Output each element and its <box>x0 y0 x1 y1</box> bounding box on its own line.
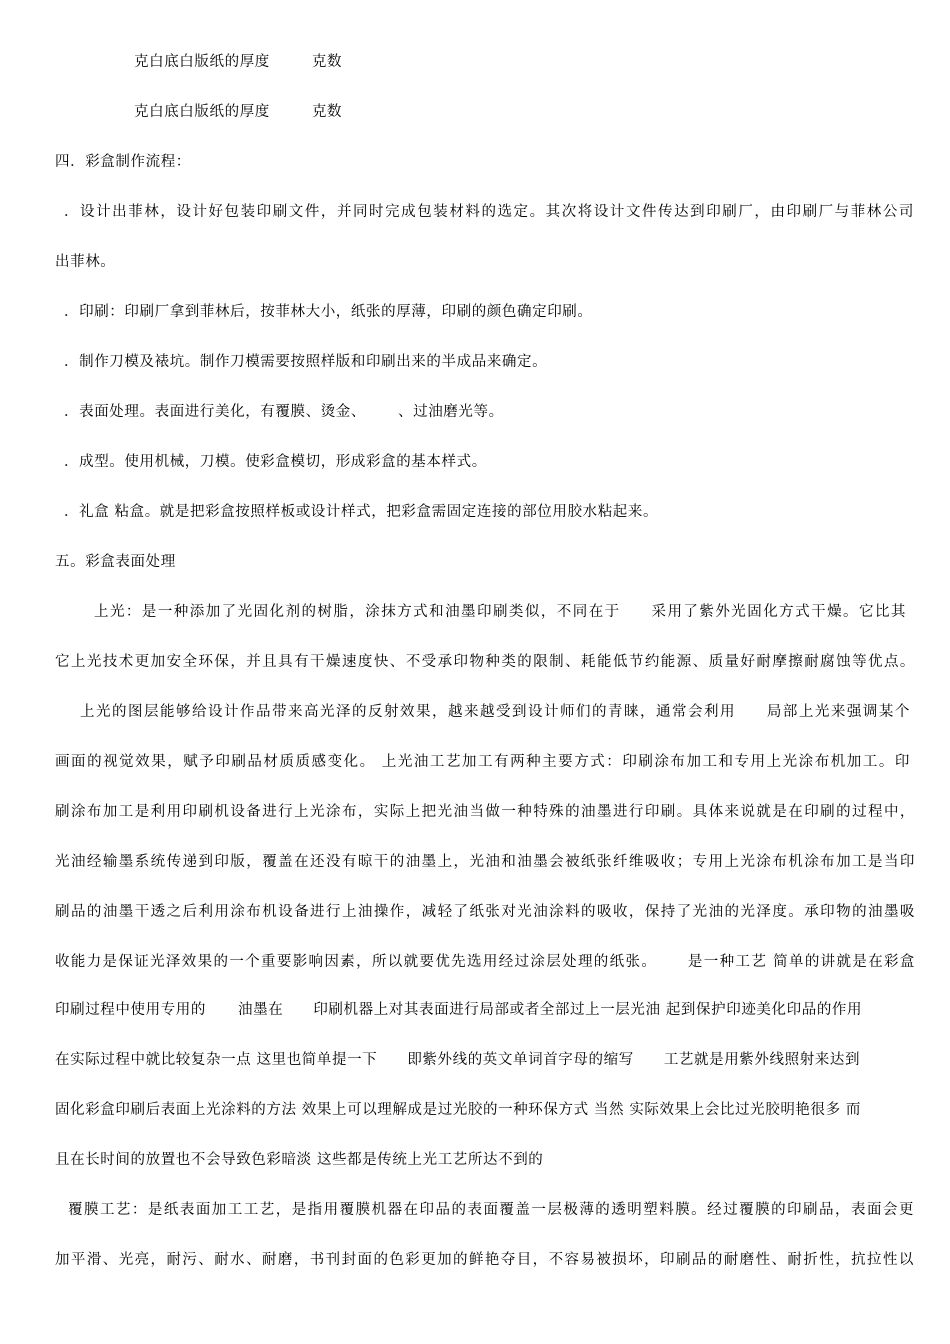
text-line <box>80 702 910 722</box>
section-heading: 四．彩盒制作流程： <box>55 154 191 170</box>
text-line: ．印刷：印刷厂拿到菲林后，按菲林大小，纸张的厚薄，印刷的颜色确定印刷。 <box>64 304 593 320</box>
text-line <box>55 1000 862 1020</box>
text-segment: ．表面处理。表面进行美化，有覆膜、烫金、 <box>64 404 366 420</box>
text-segment: 是一种工艺 简单的讲就是在彩盒 <box>687 954 916 970</box>
text-line <box>134 102 342 122</box>
text-line <box>64 402 504 422</box>
text-line: ．设计出菲林，设计好包装印刷文件，并同时完成包装材料的选定。其次将设计文件传达到印刷厂，由印刷厂与菲林公司 <box>64 204 914 220</box>
text-segment: 克白底白版纸的厚度 <box>134 54 270 70</box>
text-line: ．制作刀模及裱坑。制作刀模需要按照样版和印刷出来的半成品来确定。 <box>64 354 548 370</box>
text-segment: 克数 <box>311 54 343 70</box>
text-line <box>55 1050 860 1070</box>
text-line: 加平滑、光亮，耐污、耐水、耐磨，书刊封面的色彩更加的鲜艳夺目，不容易被损坏，印刷品的耐磨性、耐折性，抗拉性以 <box>55 1252 914 1268</box>
section-heading: 五。彩盒表面处理 <box>55 554 176 570</box>
text-line: 且在长时间的放置也不会导致色彩暗淡 这些都是传统上光工艺所达不到的 <box>55 1152 544 1168</box>
text-line <box>55 952 915 972</box>
text-line: 刷涂布加工是利用印刷机设备进行上光涂布，实际上把光油当做一种特殊的油墨进行印刷。具体来说就是在印刷的过程中， <box>55 804 915 820</box>
text-segment: 印刷过程中使用专用的 <box>55 1002 206 1018</box>
text-line: ．礼盒 粘盒。就是把彩盒按照样板或设计样式，把彩盒需固定连接的部位用胶水粘起来。 <box>64 504 659 520</box>
text-line: 画面的视觉效果，赋予印刷品材质质感变化。 上光油工艺加工有两种主要方式：印刷涂布加工和专用上光涂布机加工。印 <box>55 754 910 770</box>
text-segment: 克白底白版纸的厚度 <box>134 104 270 120</box>
text-segment: 工艺就是用紫外线照射来达到 <box>663 1052 861 1068</box>
text-segment: 采用了紫外光固化方式干燥。它比其 <box>650 604 906 620</box>
text-segment: 油墨在 <box>238 1002 284 1018</box>
text-line: ．成型。使用机械，刀模。使彩盒模切，形成彩盒的基本样式。 <box>64 454 487 470</box>
text-segment: 局部上光来强调某个 <box>765 704 910 720</box>
text-segment: 、过油磨光等。 <box>398 404 504 420</box>
text-segment: 在实际过程中就比较复杂一点 这里也简单提一下 <box>55 1052 378 1068</box>
text-line <box>134 52 342 72</box>
text-segment: 即紫外线的英文单词首字母的缩写 <box>407 1052 634 1068</box>
text-line: 覆膜工艺：是纸表面加工工艺，是指用覆膜机器在印品的表面覆盖一层极薄的透明塑料膜。经过覆膜的印刷品，表面会更 <box>68 1202 914 1218</box>
text-line: 刷品的油墨干透之后利用涂布机设备进行上油操作，减轻了纸张对光油涂料的吸收，保持了光油的光泽度。承印物的油墨吸 <box>55 904 915 920</box>
text-line: 固化彩盒印刷后表面上光涂料的方法 效果上可以理解成是过光胶的一种环保方式 当然 实际效果上会比过光胶明艳很多 而 <box>55 1102 862 1118</box>
text-line: 出菲林。 <box>55 254 116 270</box>
text-segment: 印刷机器上对其表面进行局部或者全部过上一层光油 起到保护印迹美化印品的作用 <box>313 1002 863 1018</box>
text-segment: 上光的图层能够给设计作品带来高光泽的反射效果，越来越受到设计师们的青睐，通常会利用 <box>80 704 736 720</box>
text-line: 光油经输墨系统传递到印版，覆盖在还没有晾干的油墨上，光油和油墨会被纸张纤维吸收；专用上光涂布机涂布加工是当印 <box>55 854 915 870</box>
text-segment: 克数 <box>311 104 343 120</box>
text-segment: 收能力是保证光泽效果的一个重要影响因素，所以就要优先选用经过涂层处理的纸张。 <box>55 954 658 970</box>
text-line <box>94 602 906 622</box>
text-segment: 上光：是一种添加了光固化剂的树脂，涂抹方式和油墨印刷类似，不同在于 <box>94 604 621 620</box>
text-line: 它上光技术更加安全环保，并且具有干燥速度快、不受承印物种类的限制、耗能低节约能源、质量好耐摩擦耐腐蚀等优点。 <box>55 654 915 670</box>
